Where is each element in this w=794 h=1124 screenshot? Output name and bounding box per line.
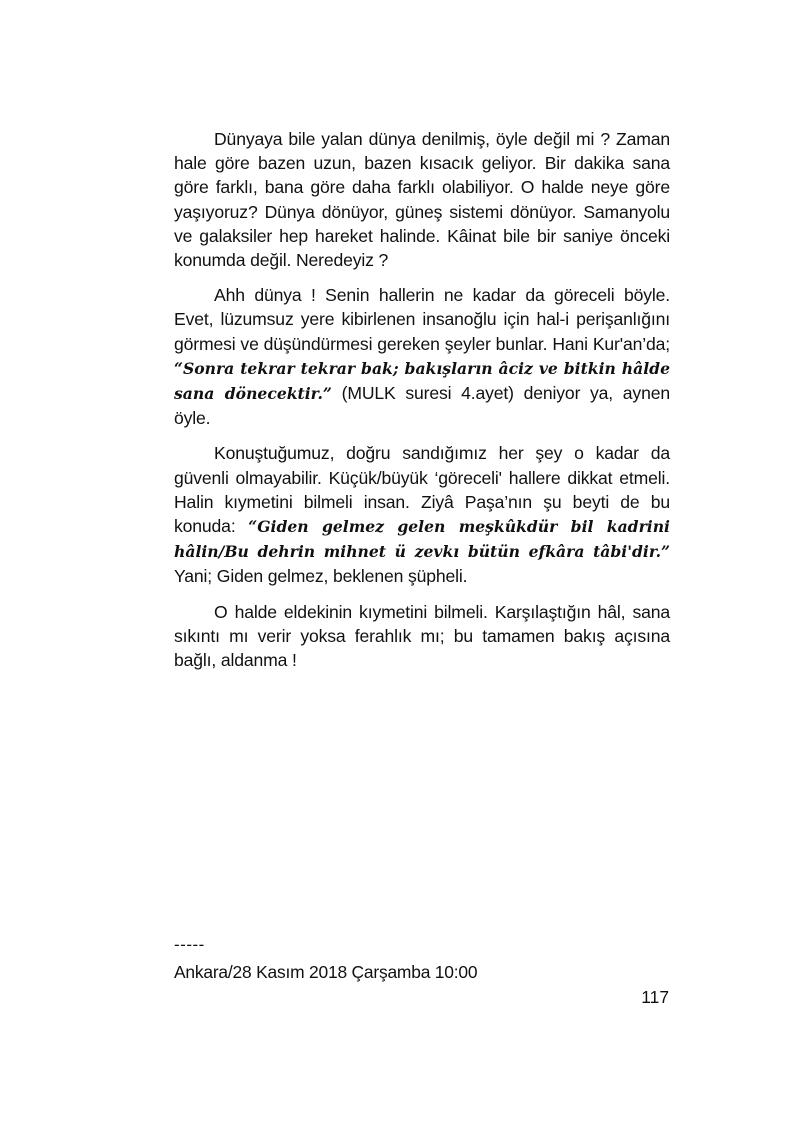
paragraph-2-text-before: Ahh dünya ! Senin hallerin ne kadar da göreceli böyle. Evet, lüzumsuz yere kibirlenen insanoğlu için hal-i perişanlığını görmesi ve düşündürmesi gereken şeyler bunlar. Hani Kur'an’da; <box>174 285 670 354</box>
page-body <box>174 127 670 683</box>
paragraph-3-text-after: Yani; Giden gelmez, beklenen şüpheli. <box>174 566 468 587</box>
paragraph-4-text: O halde eldekinin kıymetini bilmeli. Karşılaştığın hâl, sana sıkıntı mı verir yoksa ferahlık mı; bu tamamen bakış açısına bağlı, aldanma ! <box>174 601 670 671</box>
quran-quote: “Sonra tekrar tekrar bak; bakışların âciz ve bitkin hâlde sana dönecektir.” <box>174 358 670 404</box>
paragraph-1 <box>174 127 670 272</box>
paragraph-1-text: Dünyaya bile yalan dünya denilmiş, öyle değil mi ? Zaman hale göre bazen uzun, bazen kısacık geliyor. Bir dakika sana göre farklı, bana göre daha farklı olabiliyor. O halde neye göre yaşıyoruz? Dünya dönüyor, güneş sistemi dönüyor. Samanyolu ve galaksiler hep hareket halinde. Kâinat bile bir saniye önceki konumda değil. Neredeyiz ? <box>174 129 670 271</box>
paragraph-2 <box>174 283 670 430</box>
footer-separator: ----- <box>174 935 205 954</box>
paragraph-3 <box>174 441 670 588</box>
poem-quote: “Giden gelmez gelen meşkûkdür bil kadrini hâlin/Bu dehrin mihnet ü zevkı bütün efkâra tâbi'dir.” <box>174 517 670 562</box>
footer-date-note: Ankara/28 Kasım 2018 Çarşamba 10:00 <box>174 962 478 982</box>
paragraph-2-text-after: (MULK suresi 4.ayet) deniyor ya, aynen öyle. <box>174 383 670 429</box>
paragraph-3-text-before: Konuştuğumuz, doğru sandığımız her şey o kadar da güvenli olmayabilir. Küçük/büyük ‘göreceli' hallere dikkat etmeli. Halin kıymetini bilmeli insan. Ziyâ Paşa’nın şu beyti de bu konuda: <box>174 443 670 537</box>
paragraph-4 <box>174 600 670 673</box>
page-number: 117 <box>641 987 669 1007</box>
